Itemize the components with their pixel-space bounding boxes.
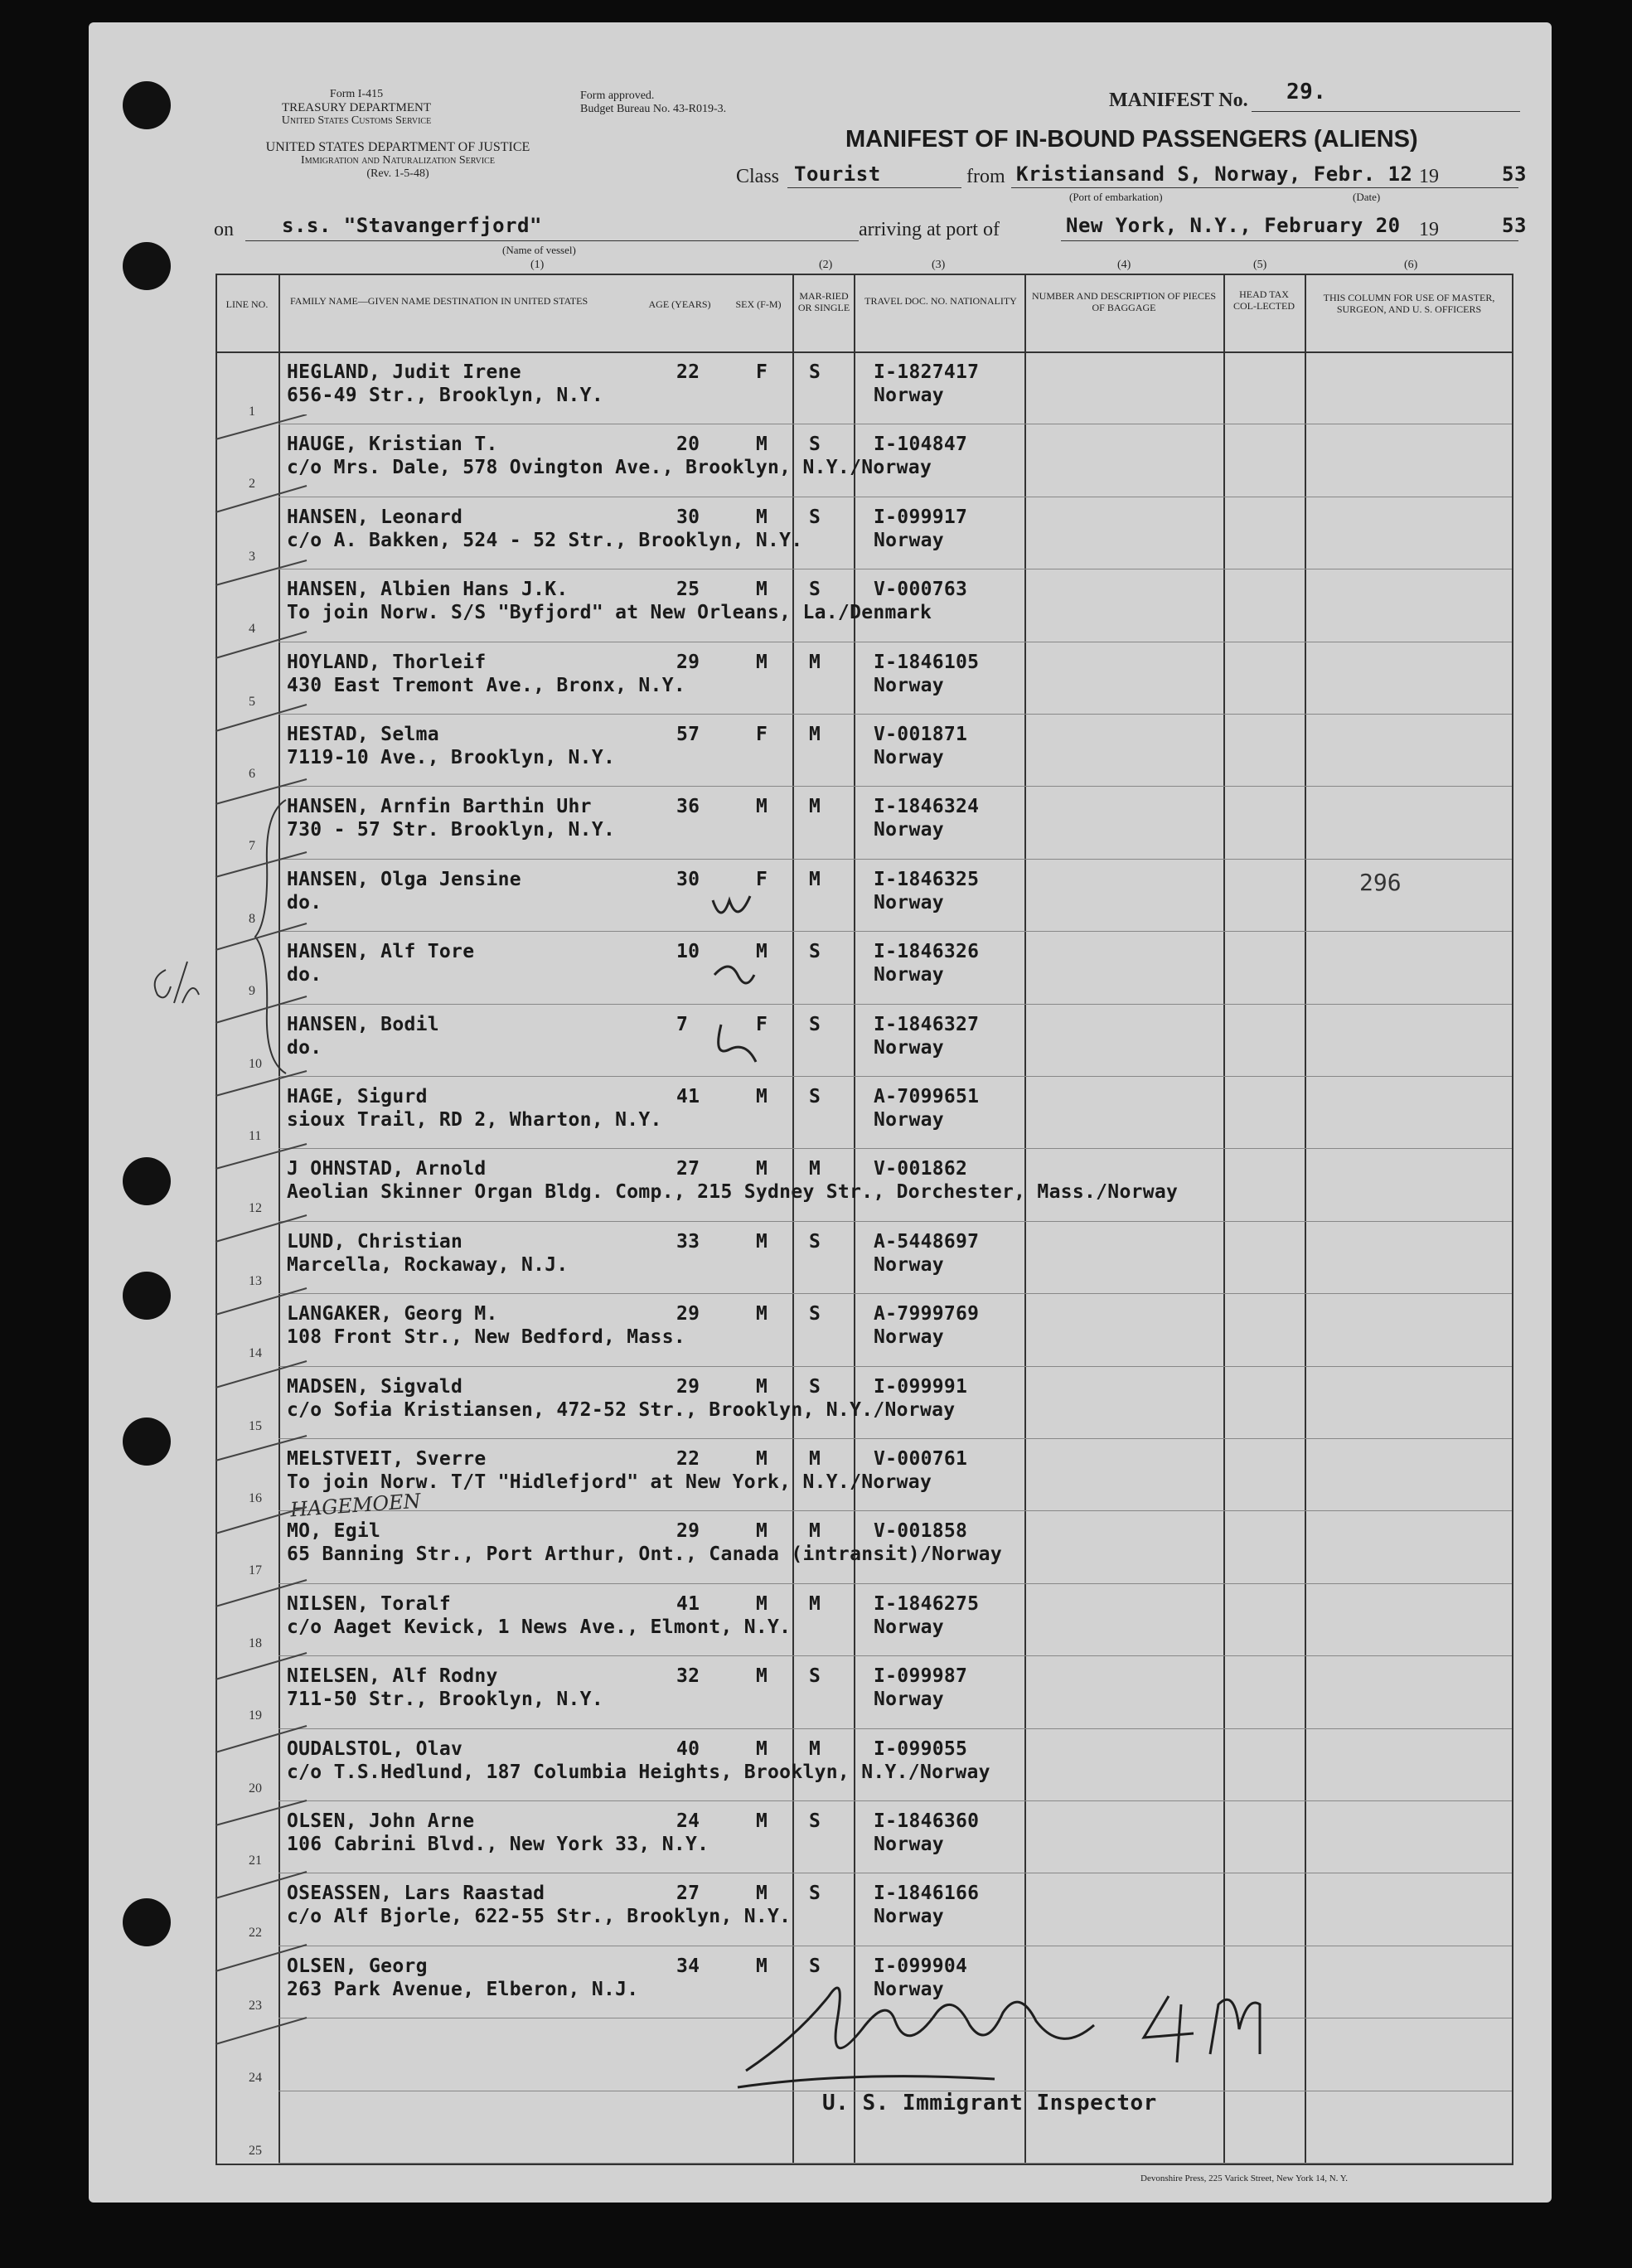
passenger-sex: M — [756, 1230, 768, 1253]
passenger-sex: M — [756, 579, 768, 601]
passenger-nationality: Norway — [874, 1326, 944, 1349]
passenger-age: 30 — [676, 506, 700, 528]
budget-bureau: Budget Bureau No. 43-R019-3. — [580, 103, 727, 115]
passenger-travel-doc: I-1846325 — [874, 868, 980, 890]
passenger-sex: M — [756, 796, 768, 818]
passenger-sex: M — [756, 1303, 768, 1325]
row-line-number: 14 — [249, 1346, 262, 1361]
row-line-number: 21 — [249, 1854, 262, 1868]
row-divider — [278, 1655, 1512, 1656]
passenger-sex: M — [756, 1448, 768, 1470]
passenger-name: HEGLAND, Judit Irene — [287, 361, 521, 383]
passenger-nationality: Norway — [874, 1834, 944, 1855]
row-divider — [278, 1366, 1512, 1367]
passenger-travel-doc: I-1827417 — [874, 361, 980, 383]
passenger-name: MO, Egil — [287, 1520, 381, 1543]
class-value: Tourist — [794, 162, 881, 186]
age-check-marks-icon — [705, 884, 771, 1091]
passenger-travel-doc: A-5448697 — [874, 1230, 980, 1253]
passenger-destination: 65 Banning Str., Port Arthur, Ont., Canada (intransit)/Norway — [287, 1544, 1002, 1566]
row-divider — [278, 786, 1512, 787]
row-line-number: 20 — [249, 1781, 262, 1796]
passenger-age: 24 — [676, 1810, 700, 1832]
passenger-destination: To join Norw. S/S "Byfjord" at New Orleans, La./Denmark — [287, 602, 932, 624]
row-line-number: 5 — [249, 694, 255, 709]
row-divider — [278, 1148, 1512, 1149]
row-divider — [278, 2163, 1512, 2164]
passenger-sex: M — [756, 1086, 768, 1107]
row-line-number: 12 — [249, 1201, 262, 1216]
vessel-underline — [245, 240, 859, 241]
passenger-sex: M — [756, 1737, 768, 1760]
passenger-name: OUDALSTOL, Olav — [287, 1737, 463, 1760]
passenger-name: HANSEN, Arnfin Barthin Uhr — [287, 796, 592, 818]
col-header-line: LINE NO. — [225, 298, 269, 310]
passenger-marital-status: S — [809, 1810, 821, 1832]
row-divider — [278, 1728, 1512, 1729]
row-line-number: 1 — [249, 405, 255, 419]
passenger-destination: Marcella, Rockaway, N.J. — [287, 1253, 569, 1276]
form-approved: Form approved. — [580, 90, 655, 102]
from-label: from — [966, 166, 1005, 187]
passenger-nationality: Norway — [874, 529, 944, 551]
col-header-baggage: NUMBER AND DESCRIPTION OF PIECES OF BAGGAGE — [1031, 290, 1217, 313]
row-divider — [278, 1221, 1512, 1222]
passenger-name: OLSEN, John Arne — [287, 1810, 475, 1832]
passenger-sex: F — [756, 724, 768, 745]
passenger-nationality: Norway — [874, 1616, 944, 1638]
passenger-destination: c/o Alf Bjorle, 622-55 Str., Brooklyn, N.Y. — [287, 1906, 792, 1928]
row-divider — [278, 714, 1512, 715]
passenger-travel-doc: I-099904 — [874, 1955, 968, 1977]
passenger-destination: c/o Aaget Kevick, 1 News Ave., Elmont, N.Y. — [287, 1616, 792, 1638]
binder-hole-icon — [123, 81, 171, 129]
passenger-age: 29 — [676, 651, 700, 673]
passenger-age: 33 — [676, 1230, 700, 1253]
row-divider — [278, 931, 1512, 932]
row-divider — [278, 1004, 1512, 1005]
passenger-sex: M — [756, 1883, 768, 1905]
row-divider — [278, 1800, 1512, 1801]
row-line-number: 17 — [249, 1563, 262, 1578]
passenger-marital-status: S — [809, 1013, 821, 1035]
passenger-destination: c/o Sofia Kristiansen, 472-52 Str., Brooklyn, N.Y./Norway — [287, 1398, 956, 1421]
passenger-marital-status: S — [809, 1086, 821, 1107]
passenger-destination: do. — [287, 891, 322, 914]
from-value: Kristiansand S, Norway, Febr. 12 — [1016, 162, 1413, 186]
passenger-nationality: Norway — [874, 1906, 944, 1928]
passenger-travel-doc: I-1846326 — [874, 941, 980, 963]
binder-hole-icon — [123, 1157, 171, 1205]
row-line-number: 3 — [249, 549, 255, 564]
col-number: (1) — [530, 259, 545, 271]
passenger-marital-status: S — [809, 361, 821, 383]
margin-initials-icon — [141, 953, 207, 1020]
vessel-name: s.s. "Stavangerfjord" — [282, 214, 542, 237]
passenger-nationality: Norway — [874, 964, 944, 986]
passenger-marital-status: M — [809, 868, 821, 890]
passenger-name: NIELSEN, Alf Rodny — [287, 1665, 498, 1688]
passenger-marital-status: S — [809, 1883, 821, 1905]
passenger-travel-doc: I-099991 — [874, 1375, 968, 1398]
manifest-number: 29. — [1286, 80, 1327, 104]
passenger-travel-doc: I-099917 — [874, 506, 968, 528]
passenger-age: 25 — [676, 579, 700, 601]
passenger-age: 41 — [676, 1086, 700, 1107]
passenger-marital-status: S — [809, 1230, 821, 1253]
row-line-number: 13 — [249, 1273, 262, 1288]
passenger-sex: M — [756, 651, 768, 673]
passenger-travel-doc: I-104847 — [874, 434, 968, 456]
passenger-travel-doc: V-001858 — [874, 1520, 968, 1543]
row-line-number: 11 — [249, 1129, 262, 1143]
passenger-travel-doc: I-1846324 — [874, 796, 980, 818]
row-line-number: 10 — [249, 1056, 262, 1071]
passenger-sex: M — [756, 1810, 768, 1832]
passenger-name: HANSEN, Bodil — [287, 1013, 439, 1035]
passenger-sex: M — [756, 1520, 768, 1543]
passenger-sex: M — [756, 1158, 768, 1180]
class-label: Class — [736, 166, 780, 187]
col-header-age: AGE (YEARS) — [648, 298, 711, 310]
row-line-number: 9 — [249, 984, 255, 999]
approval-info — [580, 90, 726, 116]
row-line-number: 22 — [249, 1926, 262, 1941]
passenger-age: 27 — [676, 1158, 700, 1180]
col-number: (2) — [819, 259, 833, 271]
handwritten-surname: HAGEMOEN — [289, 1489, 422, 1522]
passenger-age: 22 — [676, 361, 700, 383]
passenger-nationality: Norway — [874, 674, 944, 696]
on-label: on — [214, 219, 234, 240]
col-header-name: FAMILY NAME—GIVEN NAME DESTINATION IN UNITED STATES — [290, 295, 588, 307]
passenger-travel-doc: V-000761 — [874, 1448, 968, 1470]
passenger-name: HANSEN, Albien Hans J.K. — [287, 579, 569, 601]
passenger-name: NILSEN, Toralf — [287, 1592, 452, 1615]
col-header-head-tax: HEAD TAX COL-LECTED — [1233, 288, 1295, 312]
row-divider — [278, 1438, 1512, 1439]
passenger-sex: M — [756, 1375, 768, 1398]
passenger-age: 10 — [676, 941, 700, 963]
arrival-value: New York, N.Y., February 20 — [1066, 214, 1401, 237]
passenger-age: 22 — [676, 1448, 700, 1470]
passenger-age: 36 — [676, 796, 700, 818]
from-underline — [1011, 187, 1518, 188]
row-line-number: 7 — [249, 839, 255, 854]
row-divider — [278, 1076, 1512, 1077]
passenger-travel-doc: I-099987 — [874, 1665, 968, 1688]
passenger-age: 29 — [676, 1375, 700, 1398]
passenger-marital-status: M — [809, 651, 821, 673]
passenger-travel-doc: A-7999769 — [874, 1303, 980, 1325]
passenger-sex: M — [756, 941, 768, 963]
inspector-title: U. S. Immigrant Inspector — [822, 2091, 1157, 2115]
passenger-age: 29 — [676, 1520, 700, 1543]
row-divider — [278, 1583, 1512, 1584]
passenger-destination: do. — [287, 964, 322, 986]
row-line-number: 4 — [249, 622, 255, 637]
passenger-marital-status: S — [809, 1375, 821, 1398]
inspector-signature-icon — [729, 1946, 1310, 2096]
passenger-nationality: Norway — [874, 1036, 944, 1059]
passenger-destination: 730 - 57 Str. Brooklyn, N.Y. — [287, 819, 616, 841]
binder-hole-icon — [123, 1272, 171, 1320]
passenger-name: HANSEN, Leonard — [287, 506, 463, 528]
revision: (Rev. 1-5-48) — [366, 167, 429, 180]
passenger-travel-doc: I-1846105 — [874, 651, 980, 673]
passenger-marital-status: M — [809, 1737, 821, 1760]
passenger-nationality: Norway — [874, 891, 944, 914]
ins-service: Immigration and Naturalization Service — [301, 154, 495, 167]
passenger-destination: c/o Mrs. Dale, 578 Ovington Ave., Brooklyn, N.Y./Norway — [287, 457, 932, 479]
passenger-marital-status: S — [809, 1665, 821, 1688]
row-line-number: 6 — [249, 767, 255, 781]
passenger-travel-doc: A-7099651 — [874, 1086, 980, 1107]
passenger-age: 7 — [676, 1013, 689, 1035]
arrival-year: 53 — [1502, 214, 1527, 237]
passenger-sex: M — [756, 1665, 768, 1688]
passenger-sex: F — [756, 868, 768, 890]
passenger-marital-status: M — [809, 1592, 821, 1615]
row-line-number: 2 — [249, 477, 255, 492]
customs-service: United States Customs Service — [281, 114, 432, 127]
col-header-married: MAR-RIED OR SINGLE — [797, 290, 850, 313]
passenger-sex: F — [756, 361, 768, 383]
vessel-caption: (Name of vessel) — [502, 244, 576, 256]
passenger-destination: 656-49 Str., Brooklyn, N.Y. — [287, 385, 603, 406]
passenger-destination: 263 Park Avenue, Elberon, N.J. — [287, 1978, 639, 2000]
passenger-marital-status: S — [809, 1303, 821, 1325]
binder-hole-icon — [123, 1898, 171, 1946]
passenger-age: 20 — [676, 434, 700, 456]
passenger-travel-doc: I-1846166 — [874, 1883, 980, 1905]
arrival-underline — [1061, 240, 1518, 241]
passenger-name: LUND, Christian — [287, 1230, 463, 1253]
row-line-number: 23 — [249, 1998, 262, 2013]
passenger-travel-doc: I-1846275 — [874, 1592, 980, 1615]
passenger-nationality: Norway — [874, 385, 944, 406]
justice-info — [207, 141, 588, 181]
passenger-age: 41 — [676, 1592, 700, 1615]
passenger-sex: F — [756, 1013, 768, 1035]
passenger-name: HESTAD, Selma — [287, 724, 439, 745]
row-line-number: 16 — [249, 1491, 262, 1505]
col-header-travel-doc: TRAVEL DOC. NO. NATIONALITY — [864, 295, 1017, 307]
row-divider — [278, 1510, 1512, 1511]
passenger-destination: c/o A. Bakken, 524 - 52 Str., Brooklyn, N.Y. — [287, 529, 803, 551]
row-line-number: 24 — [249, 2071, 262, 2086]
passenger-marital-status: S — [809, 434, 821, 456]
from-year: 53 — [1502, 162, 1527, 186]
binder-hole-icon — [123, 1418, 171, 1466]
passenger-travel-doc: V-001862 — [874, 1158, 968, 1180]
passenger-destination: 7119-10 Ave., Brooklyn, N.Y. — [287, 747, 616, 768]
row-divider — [278, 1293, 1512, 1294]
passenger-destination: c/o T.S.Hedlund, 187 Columbia Heights, Brooklyn, N.Y./Norway — [287, 1761, 990, 1783]
passenger-nationality: Norway — [874, 1109, 944, 1131]
passenger-nationality: Norway — [874, 1253, 944, 1276]
passenger-name: HAUGE, Kristian T. — [287, 434, 498, 456]
row-line-number: 19 — [249, 1708, 262, 1723]
passenger-sex: M — [756, 434, 768, 456]
class-underline — [787, 187, 961, 188]
passenger-sex: M — [756, 506, 768, 528]
passenger-marital-status: S — [809, 1955, 821, 1977]
passenger-nationality: Norway — [874, 747, 944, 768]
passenger-marital-status: S — [809, 579, 821, 601]
port-caption: (Port of embarkation) — [1069, 191, 1163, 203]
passenger-destination: Aeolian Skinner Organ Bldg. Comp., 215 Sydney Str., Dorchester, Mass./Norway — [287, 1181, 1179, 1204]
passenger-marital-status: M — [809, 796, 821, 818]
row-line-number: 18 — [249, 1636, 262, 1650]
page-title: MANIFEST OF IN-BOUND PASSENGERS (ALIENS) — [845, 126, 1418, 153]
row-line-number: 25 — [249, 2143, 262, 2158]
passenger-name: MADSEN, Sigvald — [287, 1375, 463, 1398]
passenger-marital-status: S — [809, 941, 821, 963]
passenger-age: 27 — [676, 1883, 700, 1905]
col-header-officers: THIS COLUMN FOR USE OF MASTER, SURGEON, AND U. S. OFFICERS — [1323, 292, 1495, 315]
col-number: (6) — [1404, 259, 1418, 271]
passenger-nationality: Norway — [874, 1978, 944, 2000]
manifest-underline — [1252, 111, 1520, 112]
binder-hole-icon — [123, 242, 171, 290]
passenger-marital-status: M — [809, 1158, 821, 1180]
passenger-age: 57 — [676, 724, 700, 745]
passenger-destination: do. — [287, 1036, 322, 1059]
passenger-age: 32 — [676, 1665, 700, 1688]
passenger-sex: M — [756, 1955, 768, 1977]
passenger-name: MELSTVEIT, Sverre — [287, 1448, 487, 1470]
passenger-age: 30 — [676, 868, 700, 890]
passenger-name: HOYLAND, Thorleif — [287, 651, 487, 673]
tally-marks-icon — [207, 414, 323, 2155]
passenger-sex: M — [756, 1592, 768, 1615]
passenger-travel-doc: I-1846360 — [874, 1810, 980, 1832]
passenger-marital-status: M — [809, 1520, 821, 1543]
passenger-name: LANGAKER, Georg M. — [287, 1303, 498, 1325]
form-number: Form I-415 — [329, 88, 384, 100]
department: TREASURY DEPARTMENT — [281, 101, 432, 114]
passenger-destination: 108 Front Str., New Bedford, Mass. — [287, 1326, 686, 1349]
arriving-label: arriving at port of — [859, 219, 1000, 240]
row-line-number: 8 — [249, 911, 255, 926]
passenger-destination: 711-50 Str., Brooklyn, N.Y. — [287, 1689, 603, 1711]
row-line-number: 15 — [249, 1418, 262, 1433]
passenger-marital-status: M — [809, 1448, 821, 1470]
passenger-nationality: Norway — [874, 819, 944, 841]
col-header-sex: SEX (F-M) — [735, 298, 782, 310]
from-year-prefix: 19 — [1419, 166, 1439, 187]
printer-imprint: Devonshire Press, 225 Varick Street, New York 14, N. Y. — [1140, 2174, 1349, 2183]
date-caption: (Date) — [1353, 191, 1381, 203]
passenger-destination: 106 Cabrini Blvd., New York 33, N.Y. — [287, 1834, 709, 1855]
justice-dept: UNITED STATES DEPARTMENT OF JUSTICE — [265, 140, 530, 154]
passenger-name: OLSEN, Georg — [287, 1955, 428, 1977]
passenger-destination: 430 East Tremont Ave., Bronx, N.Y. — [287, 674, 686, 696]
col-number: (5) — [1253, 259, 1267, 271]
passenger-age: 34 — [676, 1955, 700, 1977]
officer-number: 296 — [1359, 869, 1402, 896]
col-number: (4) — [1117, 259, 1131, 271]
passenger-travel-doc: V-000763 — [874, 579, 968, 601]
passenger-travel-doc: I-1846327 — [874, 1013, 980, 1035]
passenger-travel-doc: V-001871 — [874, 724, 968, 745]
passenger-destination: To join Norw. T/T "Hidlefjord" at New York, N.Y./Norway — [287, 1471, 932, 1493]
col-number: (3) — [932, 259, 946, 271]
passenger-travel-doc: I-099055 — [874, 1737, 968, 1760]
form-info — [249, 88, 464, 128]
passenger-name: HANSEN, Alf Tore — [287, 941, 475, 963]
passenger-destination: sioux Trail, RD 2, Wharton, N.Y. — [287, 1109, 662, 1131]
arrival-year-prefix: 19 — [1419, 219, 1439, 240]
manifest-label: MANIFEST No. — [1109, 90, 1248, 111]
passenger-name: J OHNSTAD, Arnold — [287, 1158, 487, 1180]
row-divider — [278, 859, 1512, 860]
passenger-age: 29 — [676, 1303, 700, 1325]
passenger-age: 40 — [676, 1737, 700, 1760]
passenger-name: OSEASSEN, Lars Raastad — [287, 1883, 545, 1905]
passenger-name: HAGE, Sigurd — [287, 1086, 428, 1107]
passenger-name: HANSEN, Olga Jensine — [287, 868, 521, 890]
passenger-nationality: Norway — [874, 1689, 944, 1711]
passenger-marital-status: M — [809, 724, 821, 745]
passenger-marital-status: S — [809, 506, 821, 528]
